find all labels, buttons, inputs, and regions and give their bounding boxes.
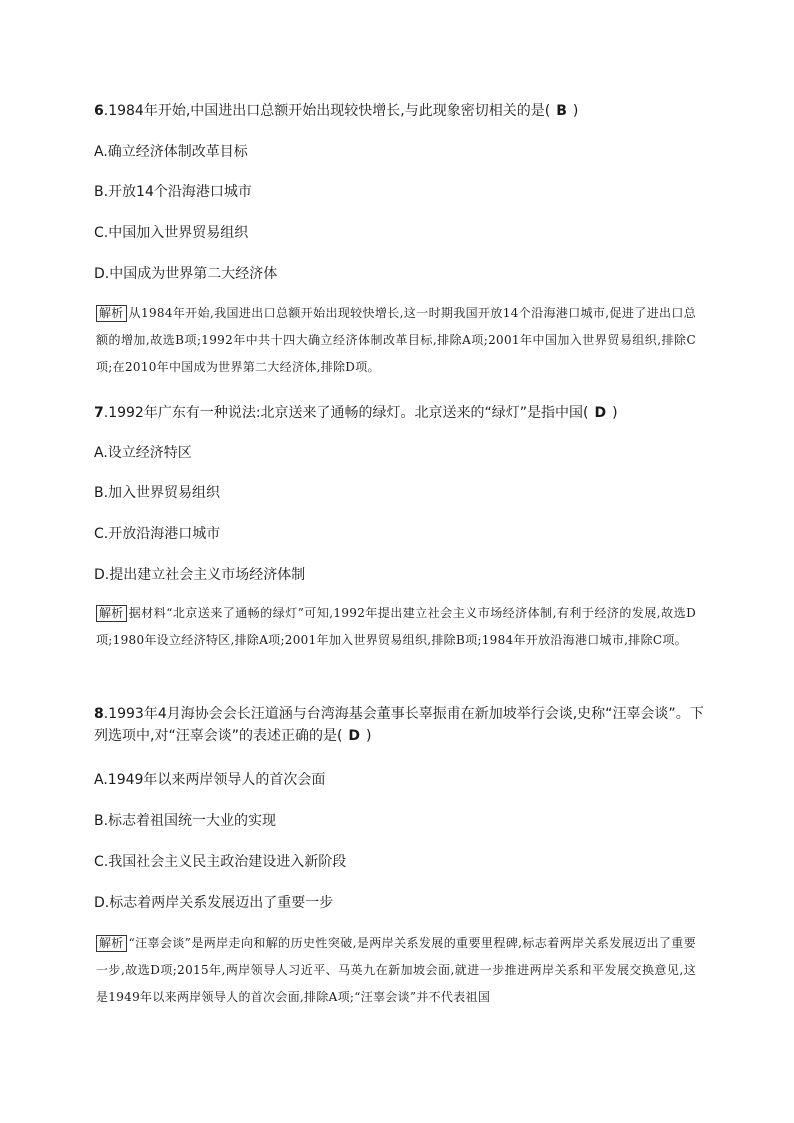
explanation-text: 据材料“北京送来了通畅的绿灯”可知,1992年提出建立社会主义市场经济体制,有利于经济的发展,故选D项;1980年设立经济特区,排除A项;2001年加入世界贸易组织,排除B项;1984年开放沿海港口城市,排除C项。 — [96, 606, 696, 647]
question-number: 8 — [94, 706, 104, 722]
answer-letter: D — [348, 728, 361, 744]
answer-letter: B — [556, 103, 567, 119]
question-6-option-b: B.开放14个沿海港口城市 — [94, 184, 252, 200]
question-8-option-b: B.标志着祖国统一大业的实现 — [94, 813, 277, 829]
explanation-text: “汪辜会谈”是两岸走向和解的历史性突破,是两岸关系发展的重要里程碑,标志着两岸关系发展迈出了重要一步,故选D项;2015年,两岸领导人习近平、马英九在新加坡会面,就进一步推进两岸关系和平发展交换意见,这是1949年以来两岸领导人的首次会面,排除A项;“汪辜会谈”并不代表祖国 — [96, 936, 696, 1004]
question-6-option-c: C.中国加入世界贸易组织 — [94, 225, 249, 241]
question-8-option-a: A.1949年以来两岸领导人的首次会面 — [94, 772, 326, 788]
question-text-end: ) — [366, 728, 372, 744]
answer-letter: D — [594, 405, 607, 421]
explanation-tag: 解析 — [96, 605, 127, 622]
question-8-option-c: C.我国社会主义民主政治建设进入新阶段 — [94, 854, 347, 870]
question-text: .1992年广东有一种说法:北京送来了通畅的绿灯。北京送来的“绿灯”是指中国( — [103, 405, 589, 421]
question-text-end: ) — [572, 103, 579, 119]
question-8-stem — [94, 703, 704, 747]
question-7-option-a: A.设立经济特区 — [94, 445, 192, 461]
explanation-text: 从1984年开始,我国进出口总额开始出现较快增长,这一时期我国开放14个沿海港口城市,促进了进出口总额的增加,故选B项;1992年中共十四大确立经济体制改革目标,排除A项;2001年中国加入世界贸易组织,排除C项;在2010年中国成为世界第二大经济体,排除D项。 — [96, 306, 696, 374]
question-6-option-a: A.确立经济体制改革目标 — [94, 144, 248, 160]
question-6-option-d: D.中国成为世界第二大经济体 — [94, 266, 278, 282]
question-6-stem — [94, 100, 704, 122]
explanation-tag: 解析 — [96, 935, 127, 952]
question-6-explanation — [96, 300, 696, 381]
question-number: 6 — [94, 103, 104, 119]
question-8-explanation — [96, 930, 696, 1011]
question-8-option-d: D.标志着两岸关系发展迈出了重要一步 — [94, 895, 334, 911]
question-7-option-b: B.加入世界贸易组织 — [94, 485, 221, 501]
question-number: 7 — [94, 405, 104, 421]
question-text: .1984年开始,中国进出口总额开始出现较快增长,与此现象密切相关的是( — [103, 103, 551, 119]
question-text: .1993年4月海协会会长汪道涵与台湾海基会董事长辜振甫在新加坡举行会谈,史称“汪辜会谈”。下列选项中,对“汪辜会谈”的表述正确的是( — [94, 706, 704, 744]
question-text-end: ) — [612, 405, 618, 421]
explanation-tag: 解析 — [96, 305, 127, 322]
question-7-explanation — [96, 600, 696, 654]
question-7-option-d: D.提出建立社会主义市场经济体制 — [94, 567, 306, 583]
question-7-stem — [94, 402, 704, 424]
question-7-option-c: C.开放沿海港口城市 — [94, 526, 221, 542]
